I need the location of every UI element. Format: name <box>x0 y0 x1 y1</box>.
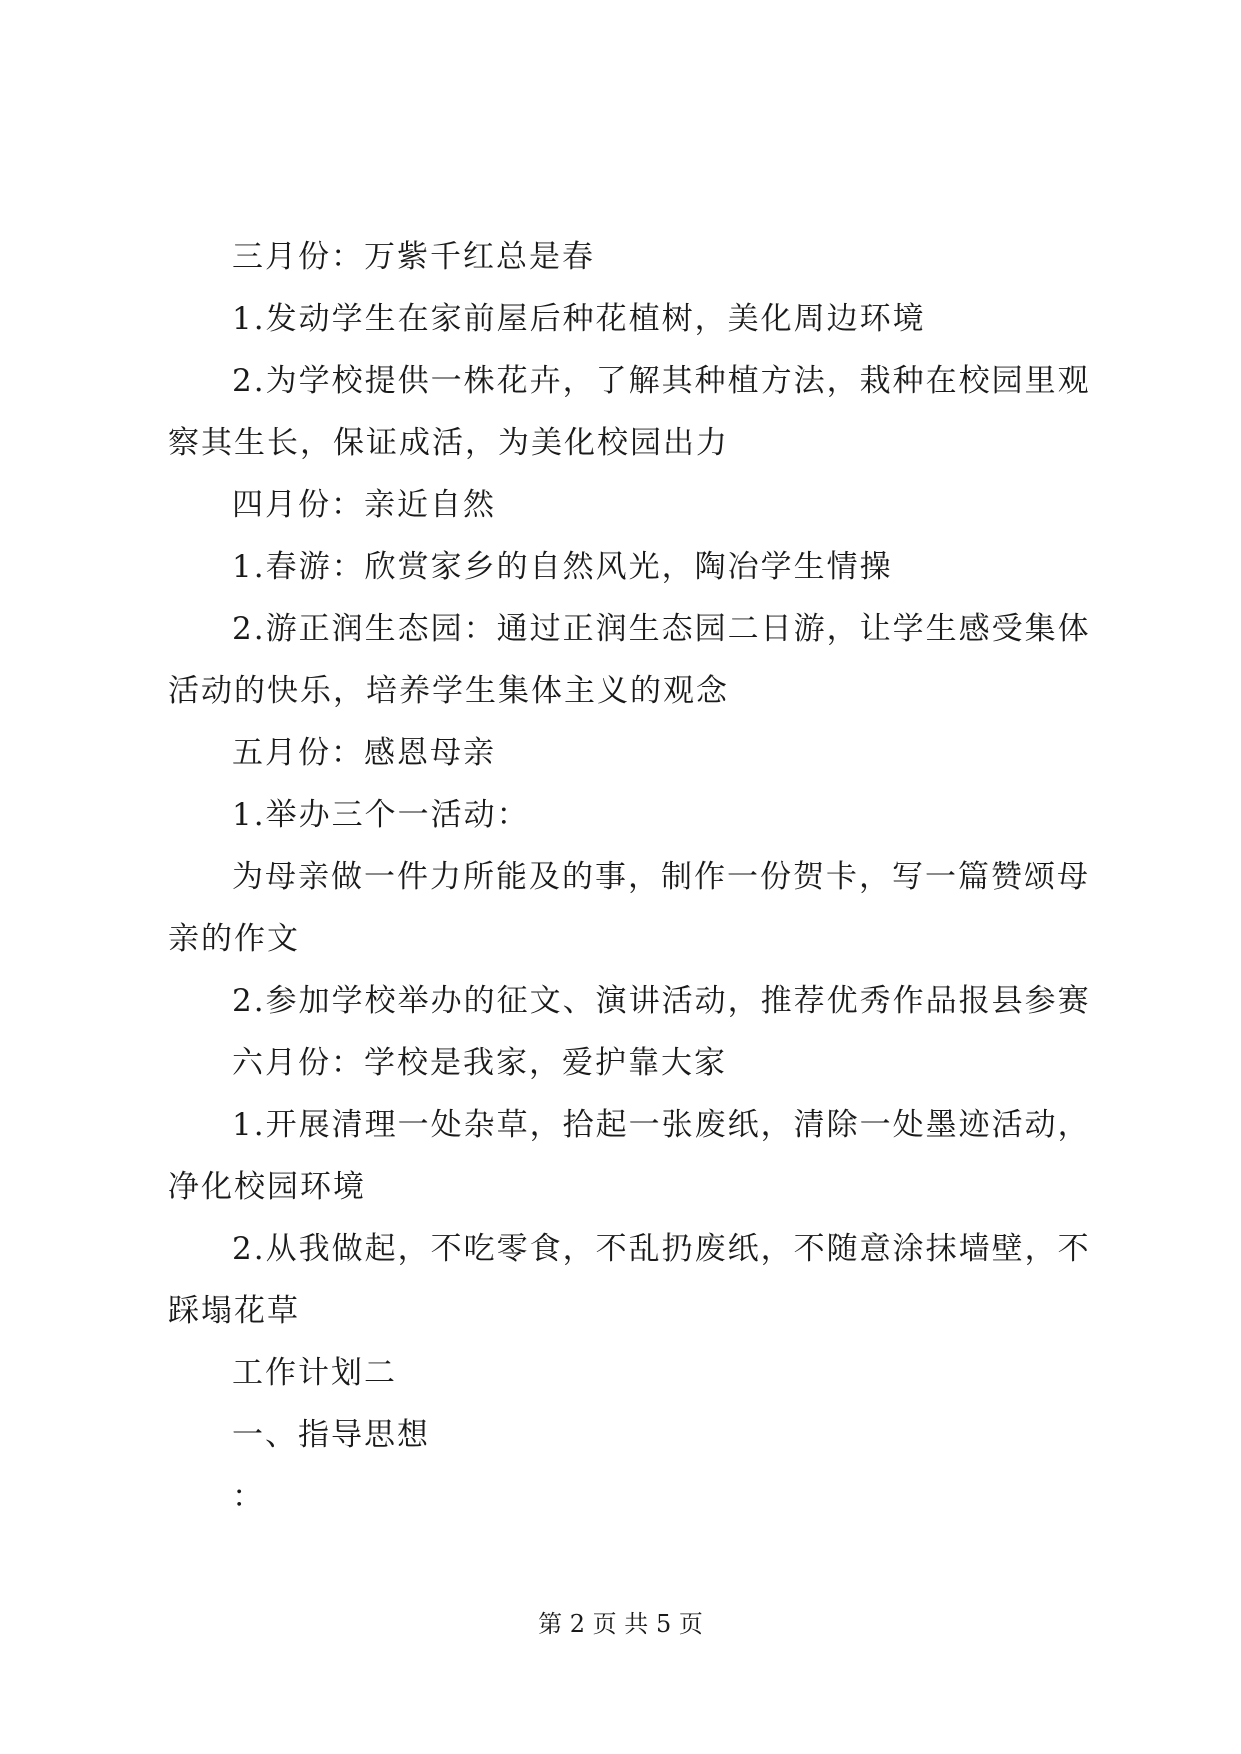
paragraph-line: 1.春游：欣赏家乡的自然风光，陶冶学生情操 <box>232 549 893 585</box>
section-heading-guiding-ideology: 一、指导思想 <box>232 1417 430 1453</box>
section-heading-plan-two: 工作计划二 <box>232 1355 397 1391</box>
section-heading-march: 三月份：万紫千红总是春 <box>232 239 595 275</box>
section-heading-june: 六月份：学校是我家，爱护靠大家 <box>232 1045 727 1081</box>
paragraph-line: 为母亲做一件力所能及的事，制作一份贺卡，写一篇赞颂母 <box>232 859 1090 895</box>
paragraph-line: 2.参加学校举办的征文、演讲活动，推荐优秀作品报县参赛 <box>232 983 1091 1019</box>
paragraph-line: 亲的作文 <box>168 921 300 957</box>
page-number-footer: 第 2 页 共 5 页 <box>538 1610 703 1638</box>
paragraph-line: ： <box>232 1479 265 1515</box>
paragraph-line: 1.开展清理一处杂草，拾起一张废纸，清除一处墨迹活动， <box>232 1107 1091 1143</box>
paragraph-line: 2.为学校提供一株花卉，了解其种植方法，栽种在校园里观 <box>232 363 1091 399</box>
section-heading-april: 四月份：亲近自然 <box>232 487 496 523</box>
paragraph-line: 2.从我做起，不吃零食，不乱扔废纸，不随意涂抹墙壁，不 <box>232 1231 1091 1267</box>
section-heading-may: 五月份：感恩母亲 <box>232 735 496 771</box>
paragraph-line: 净化校园环境 <box>168 1169 366 1205</box>
paragraph-line: 2.游正润生态园：通过正润生态园二日游，让学生感受集体 <box>232 611 1091 647</box>
paragraph-line: 察其生长，保证成活，为美化校园出力 <box>168 425 729 461</box>
paragraph-line: 1.发动学生在家前屋后种花植树，美化周边环境 <box>232 301 926 337</box>
paragraph-line: 活动的快乐，培养学生集体主义的观念 <box>168 673 729 709</box>
paragraph-line: 1.举办三个一活动： <box>232 797 530 833</box>
paragraph-line: 踩塌花草 <box>168 1293 300 1329</box>
